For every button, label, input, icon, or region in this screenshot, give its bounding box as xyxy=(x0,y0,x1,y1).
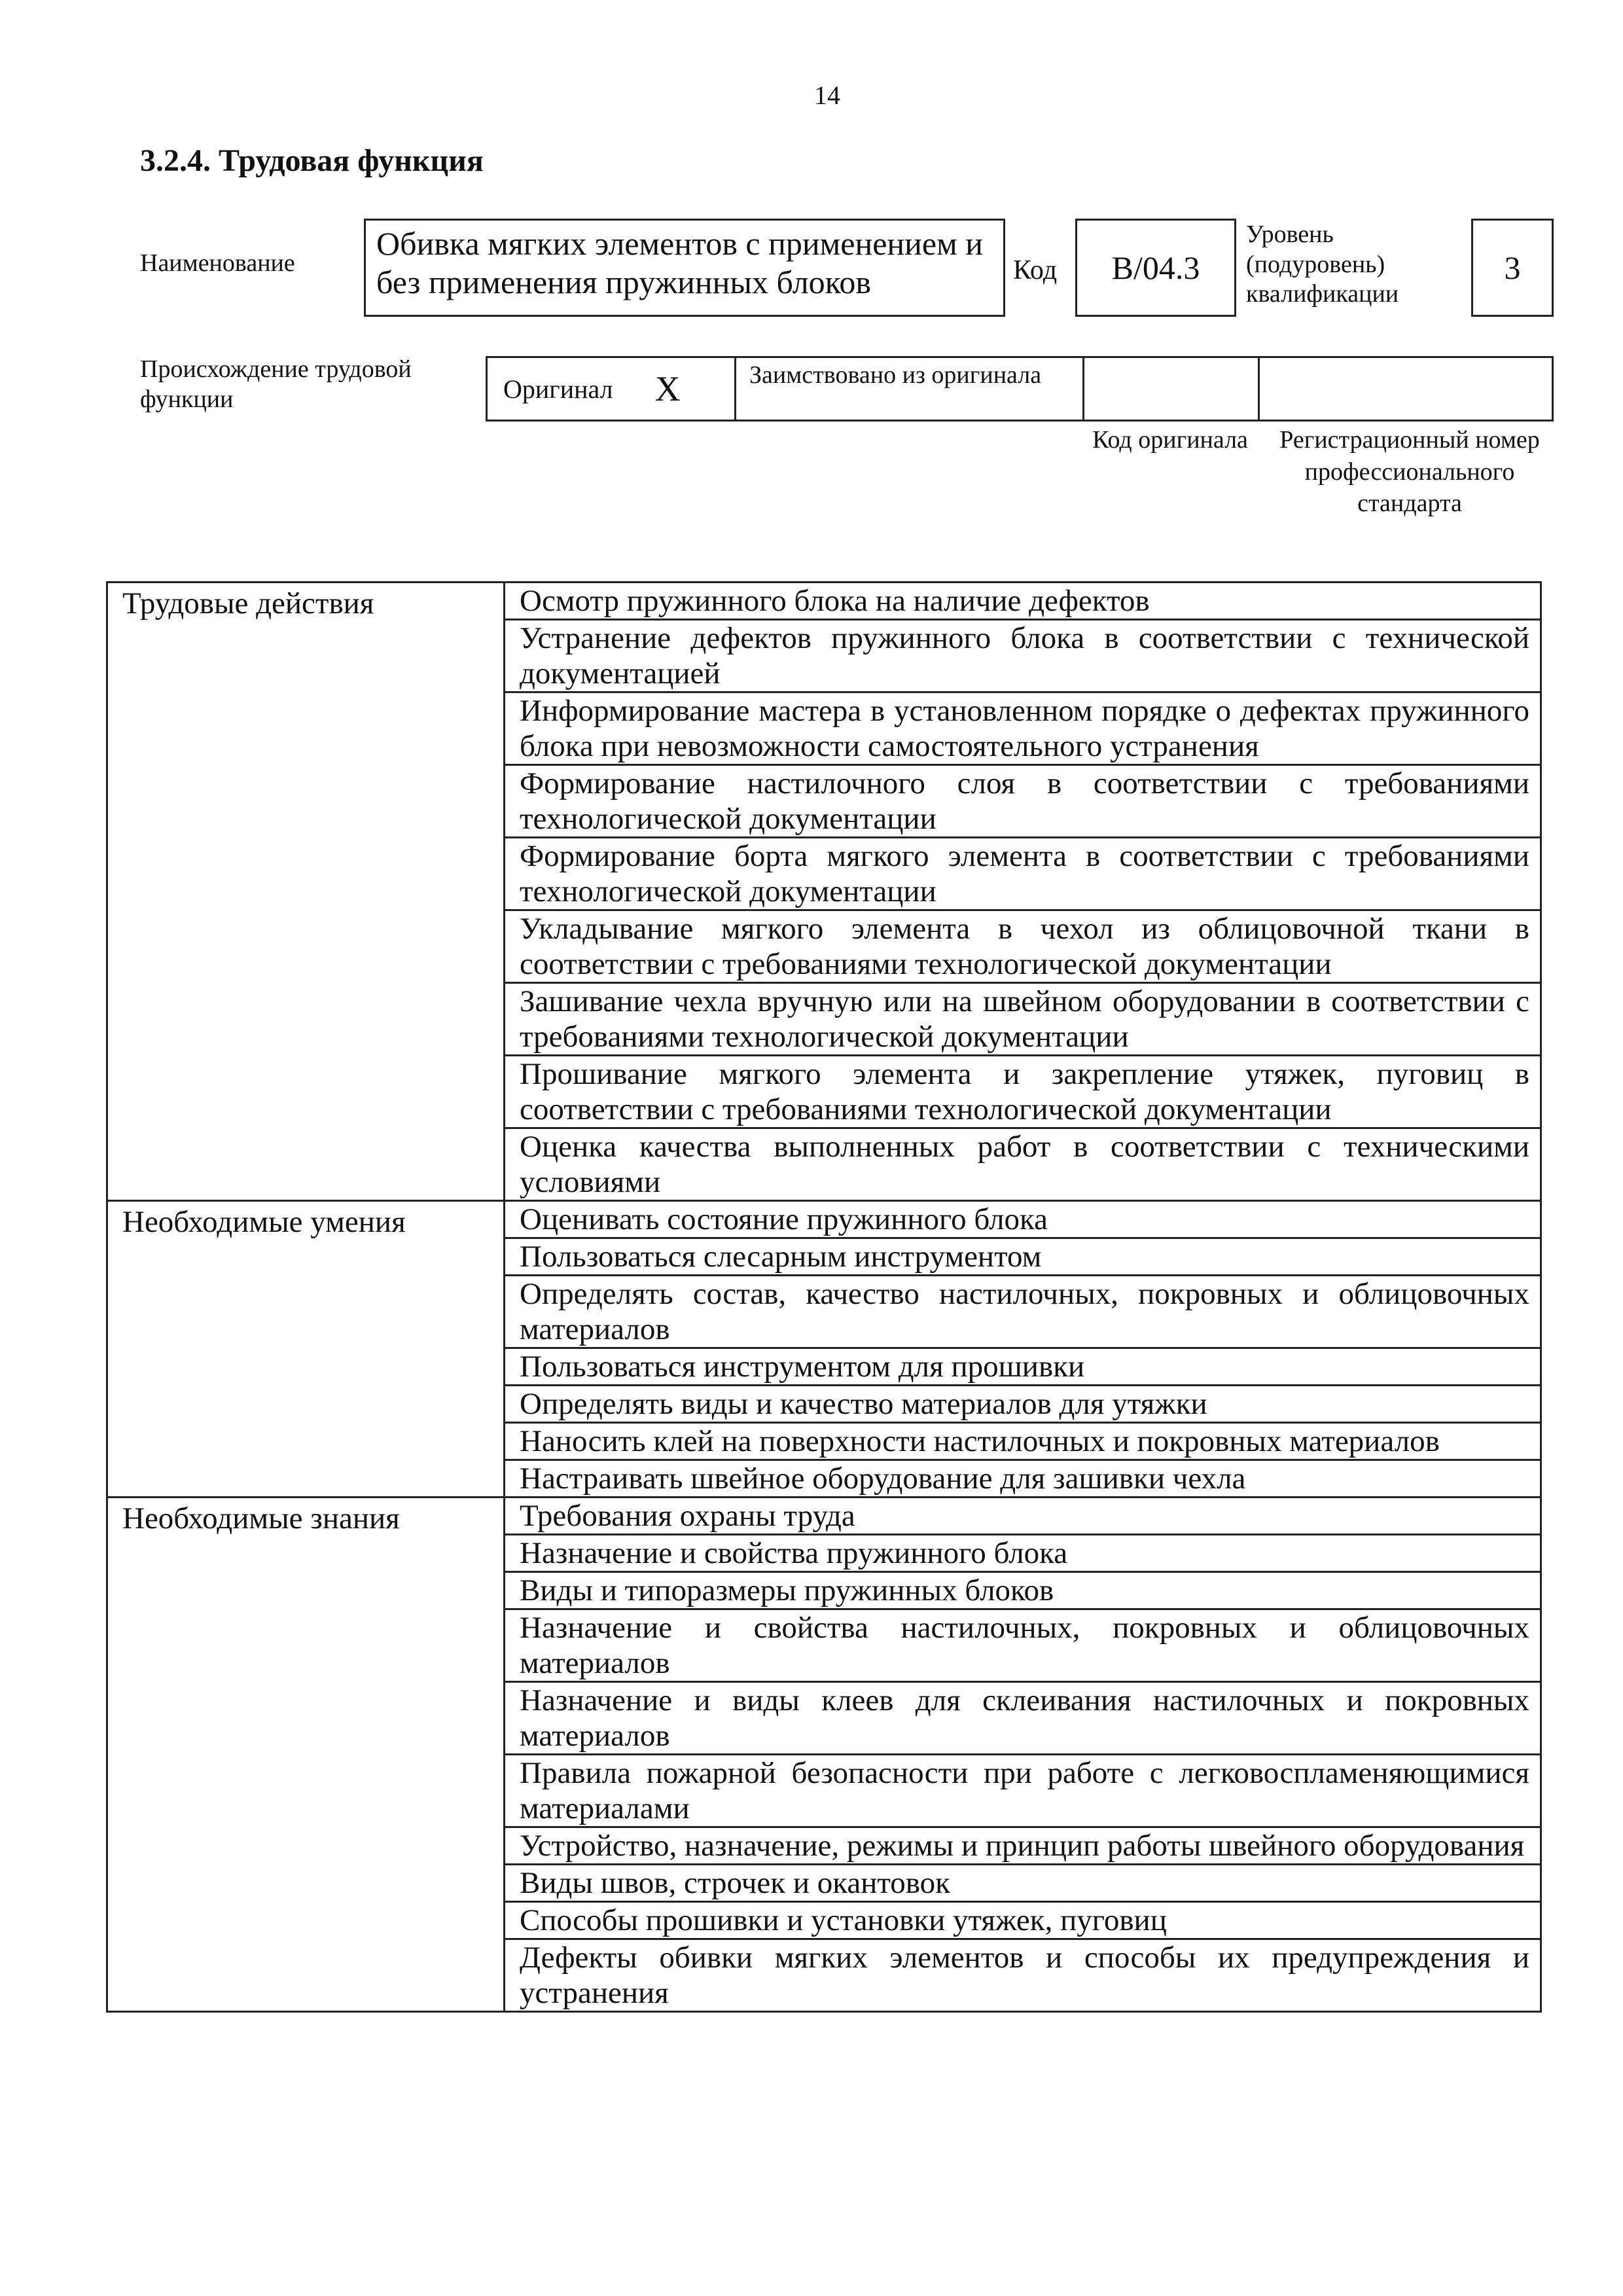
table-item: Дефекты обивки мягких элементов и способы их предупреждения и устранения xyxy=(505,1939,1541,2012)
qualification-level-field: 3 xyxy=(1471,219,1554,317)
section-title-cell: Трудовые действия xyxy=(107,583,505,1201)
table-item: Наносить клей на поверхности настилочных и покровных материалов xyxy=(505,1423,1541,1460)
table-item: Назначение и свойства настилочных, покровных и облицовочных материалов xyxy=(505,1609,1541,1682)
table-item: Устранение дефектов пружинного блока в соответствии с технической документацией xyxy=(505,620,1541,692)
origin-label: Происхождение трудовой функции xyxy=(140,355,412,413)
section-title-cell: Необходимые умения xyxy=(107,1201,505,1498)
table-item: Зашивание чехла вручную или на швейном оборудовании в соответствии с требованиями технологической документации xyxy=(505,983,1541,1056)
section-title-cell: Необходимые знания xyxy=(107,1498,505,2012)
reg-number-cell xyxy=(1260,358,1552,420)
function-name-field: Обивка мягких элементов с применением и без применения пружинных блоков xyxy=(364,219,1005,317)
table-item: Формирование настилочного слоя в соответствии с требованиями технологической документации xyxy=(505,765,1541,838)
section-title: 3.2.4. Трудовая функция xyxy=(140,143,484,178)
table-item: Требования охраны труда xyxy=(505,1498,1541,1535)
table-row xyxy=(107,1498,1541,1535)
table-item: Устройство, назначение, режимы и принцип работы швейного оборудования xyxy=(505,1827,1541,1865)
borrowed-label: Заимствовано из оригинала xyxy=(736,358,1084,420)
table-item: Оценивать состояние пружинного блока xyxy=(505,1201,1541,1238)
code-label: Код xyxy=(1013,255,1058,285)
page-number: 14 xyxy=(814,81,840,110)
name-label: Наименование xyxy=(140,249,295,277)
table-item: Правила пожарной безопасности при работе с легковоспламеняющимися материалами xyxy=(505,1755,1541,1827)
original-label: Оригинал xyxy=(503,374,613,404)
origin-row xyxy=(486,356,1554,422)
table-item: Пользоваться слесарным инструментом xyxy=(505,1238,1541,1276)
level-label: Уровень (подуровень) квалификации xyxy=(1246,221,1399,308)
origin-original-cell xyxy=(488,358,736,420)
table-item: Формирование борта мягкого элемента в соответствии с требованиями технологической документации xyxy=(505,838,1541,910)
table-item: Прошивание мягкого элемента и закрепление утяжек, пуговиц в соответствии с требованиями технологической документации xyxy=(505,1056,1541,1128)
code-caption: Код оригинала xyxy=(1092,426,1248,454)
table-item: Укладывание мягкого элемента в чехол из облицовочной ткани в соответствии с требованиями технологической документации xyxy=(505,910,1541,983)
original-mark: Х xyxy=(654,369,681,408)
table-item: Виды и типоразмеры пружинных блоков xyxy=(505,1572,1541,1609)
original-code-cell xyxy=(1084,358,1260,420)
table-row xyxy=(107,583,1541,620)
labor-function-table xyxy=(106,581,1542,2013)
table-item: Способы прошивки и установки утяжек, пуговиц xyxy=(505,1902,1541,1939)
table-item: Назначение и виды клеев для склеивания настилочных и покровных материалов xyxy=(505,1682,1541,1755)
function-code-field: В/04.3 xyxy=(1075,219,1236,317)
table-item: Оценка качества выполненных работ в соответствии с техническими условиями xyxy=(505,1128,1541,1201)
table-row xyxy=(107,1201,1541,1238)
table-item: Осмотр пружинного блока на наличие дефектов xyxy=(505,583,1541,620)
table-item: Виды швов, строчек и окантовок xyxy=(505,1865,1541,1902)
table-item: Определять состав, качество настилочных, покровных и облицовочных материалов xyxy=(505,1276,1541,1348)
reg-caption: Регистрационный номер профессионального стандарта xyxy=(1279,426,1540,518)
table-item: Назначение и свойства пружинного блока xyxy=(505,1535,1541,1572)
table-item: Настраивать швейное оборудование для зашивки чехла xyxy=(505,1460,1541,1498)
table-item: Информирование мастера в установленном порядке о дефектах пружинного блока при невозможности самостоятельного устранения xyxy=(505,692,1541,765)
table-item: Определять виды и качество материалов для утяжки xyxy=(505,1386,1541,1423)
table-item: Пользоваться инструментом для прошивки xyxy=(505,1348,1541,1386)
